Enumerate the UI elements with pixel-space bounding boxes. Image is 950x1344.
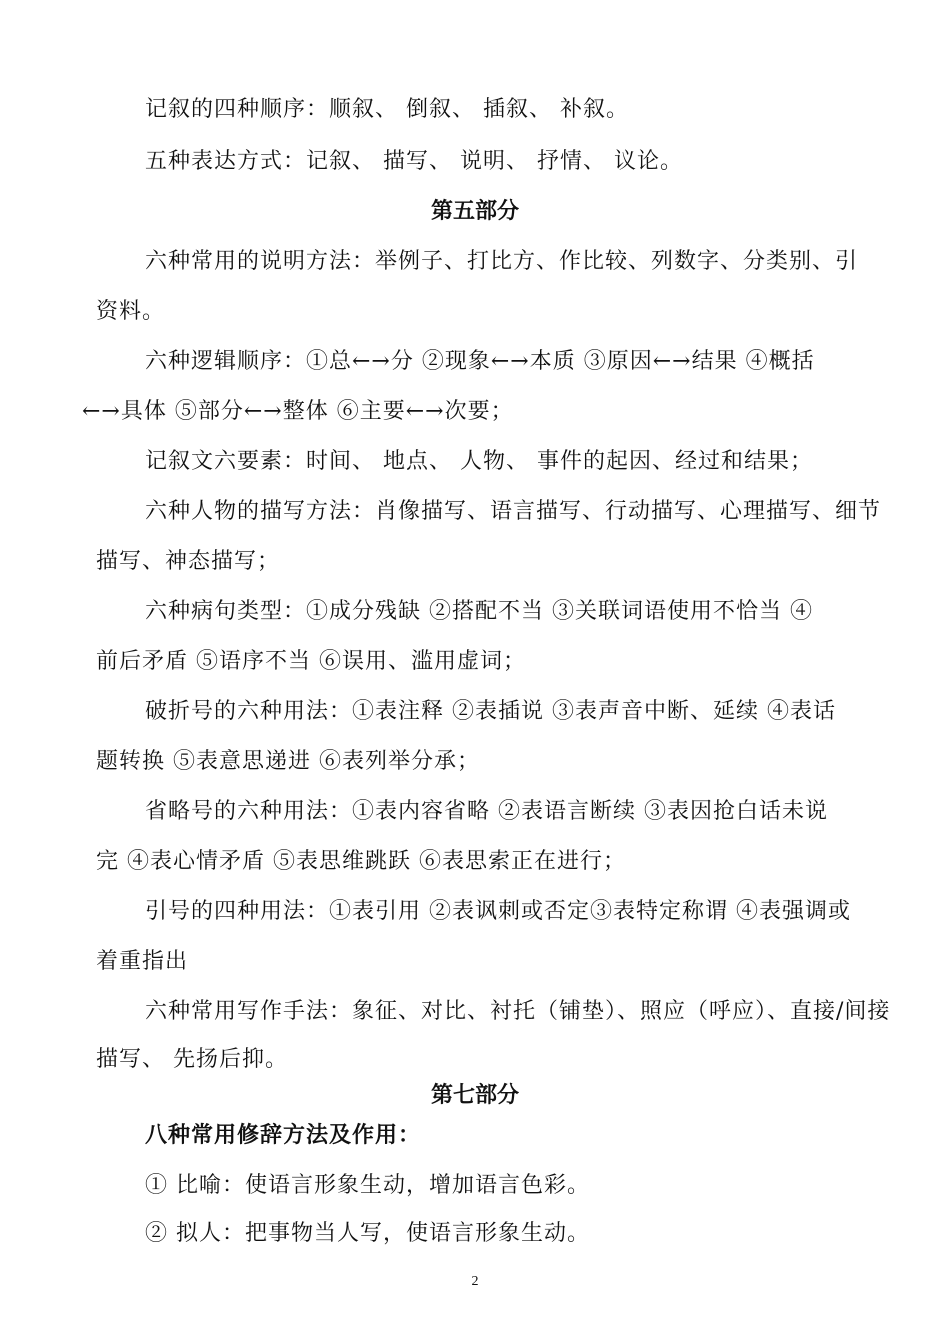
text-line: 引号的四种用法：①表引用 ②表讽刺或否定③表特定称谓 ④表强调或 (145, 899, 851, 924)
text-line: 记叙文六要素：时间、 地点、 人物、 事件的起因、经过和结果； (145, 449, 813, 474)
text-line: 完 ④表心情矛盾 ⑤表思维跳跃 ⑥表思索正在进行； (96, 849, 626, 874)
text-line: 描写、 先扬后抑。 (96, 1047, 288, 1072)
section-heading: 第五部分 (430, 199, 519, 224)
text-line: 破折号的六种用法：①表注释 ②表插说 ③表声音中断、延续 ④表话 (145, 699, 836, 724)
text-line: 着重指出 (96, 949, 189, 974)
text-line: 六种常用写作手法：象征、对比、衬托（铺垫）、照应（呼应）、直接/间接 (145, 999, 891, 1024)
text-line: 六种人物的描写方法：肖像描写、语言描写、行动描写、心理描写、细节 (145, 499, 882, 524)
text-line: 题转换 ⑤表意思递进 ⑥表列举分承； (96, 749, 480, 774)
text-line: 记叙的四种顺序：顺叙、 倒叙、 插叙、 补叙。 (145, 97, 629, 122)
text-line: 六种逻辑顺序：①总←→分 ②现象←→本质 ③原因←→结果 ④概括 (145, 349, 815, 374)
text-line: 前后矛盾 ⑤语序不当 ⑥误用、滥用虚词； (96, 649, 526, 674)
page-number: 2 (471, 1274, 479, 1289)
text-line: 资料。 (96, 299, 166, 324)
subsection-heading: 八种常用修辞方法及作用： (145, 1123, 422, 1148)
section-heading: 第七部分 (430, 1083, 519, 1108)
text-line: 六种常用的说明方法：举例子、打比方、作比较、列数字、分类别、引 (145, 249, 859, 274)
text-line: ② 拟人：把事物当人写，使语言形象生动。 (145, 1221, 590, 1246)
text-line: 描写、神态描写； (96, 549, 281, 574)
text-line: ① 比喻：使语言形象生动，增加语言色彩。 (145, 1173, 590, 1198)
text-line: 省略号的六种用法：①表内容省略 ②表语言断续 ③表因抢白话未说 (145, 799, 828, 824)
text-line: ←→具体 ⑤部分←→整体 ⑥主要←→次要； (82, 399, 514, 424)
text-line: 六种病句类型：①成分残缺 ②搭配不当 ③关联词语使用不恰当 ④ (145, 599, 813, 624)
text-line: 五种表达方式：记叙、 描写、 说明、 抒情、 议论。 (145, 149, 683, 174)
